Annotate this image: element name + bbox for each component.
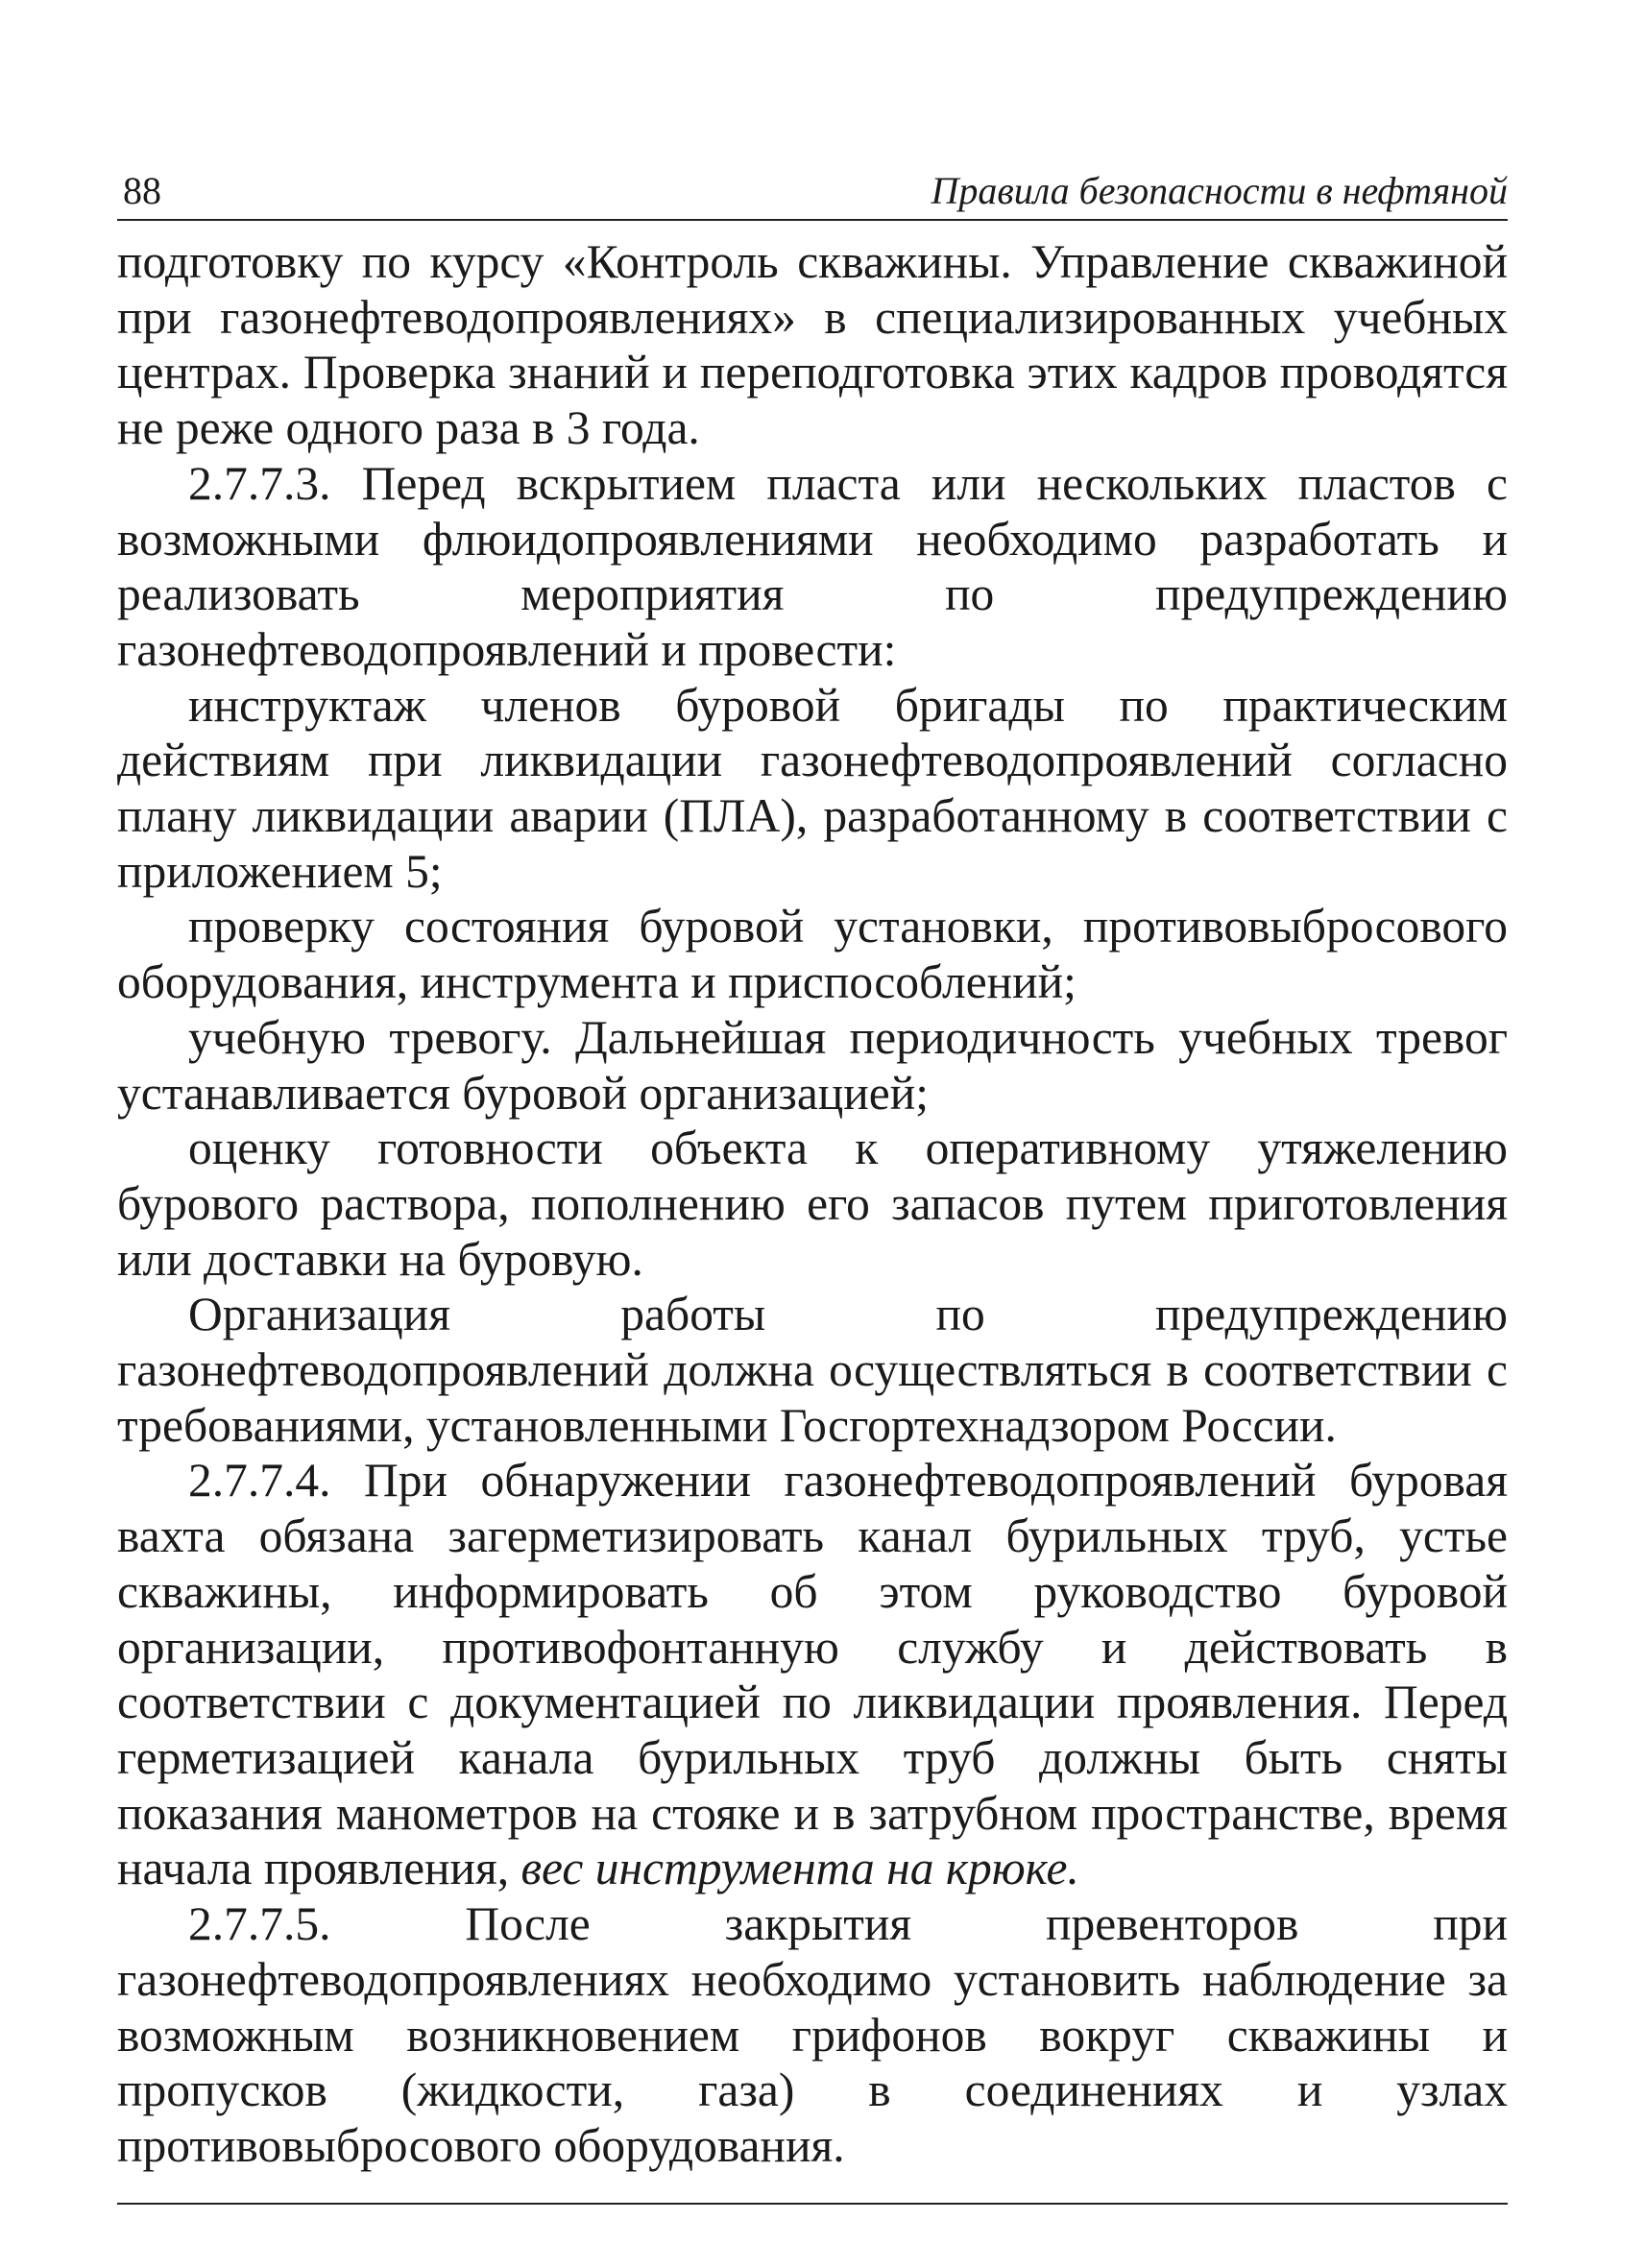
paragraph-text: подготовку по курсу «Контроль скважины. Управление скважиной при газонефтеводопроявлениях» в специализированных учебных центрах. Проверка знаний и переподготовка этих кадров проводятся не реже одного раза в 3 года. bbox=[117, 235, 1508, 455]
bottom-rule bbox=[117, 2203, 1508, 2205]
running-title: Правила безопасности в нефтяной bbox=[931, 169, 1508, 212]
running-header bbox=[117, 163, 1508, 221]
paragraph-text: инструктаж членов буровой бригады по практическим действиям при ликвидации газонефтеводопроявлений согласно плану ликвидации аварии (ПЛА), разработанному в соответствии с приложением 5; bbox=[117, 678, 1508, 898]
document-page bbox=[117, 163, 1508, 2205]
paragraph-text: 2.7.7.4. При обнаружении газонефтеводопроявлений буровая вахта обязана загерметизировать канал бурильных труб, устье скважины, информировать об этом руководство буровой организации, противофонтанную службу и действовать в соответствии с документацией по ликвидации проявления. Перед герметизацией канала бурильных труб должны быть сняты показания манометров на стояке и в затрубном пространстве, время начала проявления, bbox=[117, 1454, 1508, 1895]
paragraph-text: Организация работы по предупреждению газонефтеводопроявлений должна осуществляться в соответствии с требованиями, установленными Госгортехнадзором России. bbox=[117, 1288, 1508, 1452]
list-item bbox=[117, 899, 1508, 1009]
paragraph bbox=[117, 234, 1508, 456]
paragraph bbox=[117, 1453, 1508, 1896]
list-item bbox=[117, 678, 1508, 900]
list-item bbox=[117, 1121, 1508, 1287]
list-item bbox=[117, 1010, 1508, 1121]
paragraph-text: проверку состояния буровой установки, противовыбросового оборудования, инструмента и приспособлений; bbox=[117, 900, 1508, 1009]
paragraph-text: оценку готовности объекта к оперативному утяжелению бурового раствора, пополнению его запасов путем приготовления или доставки на буровую. bbox=[117, 1122, 1508, 1286]
paragraph-text: 2.7.7.5. После закрытия превенторов при газонефтеводопроявлениях необходимо установить наблюдение за возможным возникновением грифонов вокруг скважины и пропусков (жидкости, газа) в соединениях и узлах противовыбросового оборудования. bbox=[117, 1897, 1508, 2172]
paragraph-italic-tail: вес инструмента на крюке. bbox=[520, 1842, 1079, 1895]
paragraph bbox=[117, 1287, 1508, 1453]
page-number: 88 bbox=[123, 169, 161, 212]
paragraph bbox=[117, 1896, 1508, 2174]
paragraph bbox=[117, 456, 1508, 678]
body-text bbox=[117, 234, 1508, 2174]
paragraph-text: учебную тревогу. Дальнейшая периодичность учебных тревог устанавливается буровой организацией; bbox=[117, 1010, 1508, 1120]
paragraph-text: 2.7.7.3. Перед вскрытием пласта или нескольких пластов с возможными флюидопроявлениями необходимо разработать и реализовать мероприятия по предупреждению газонефтеводопроявлений и провести: bbox=[117, 456, 1508, 676]
